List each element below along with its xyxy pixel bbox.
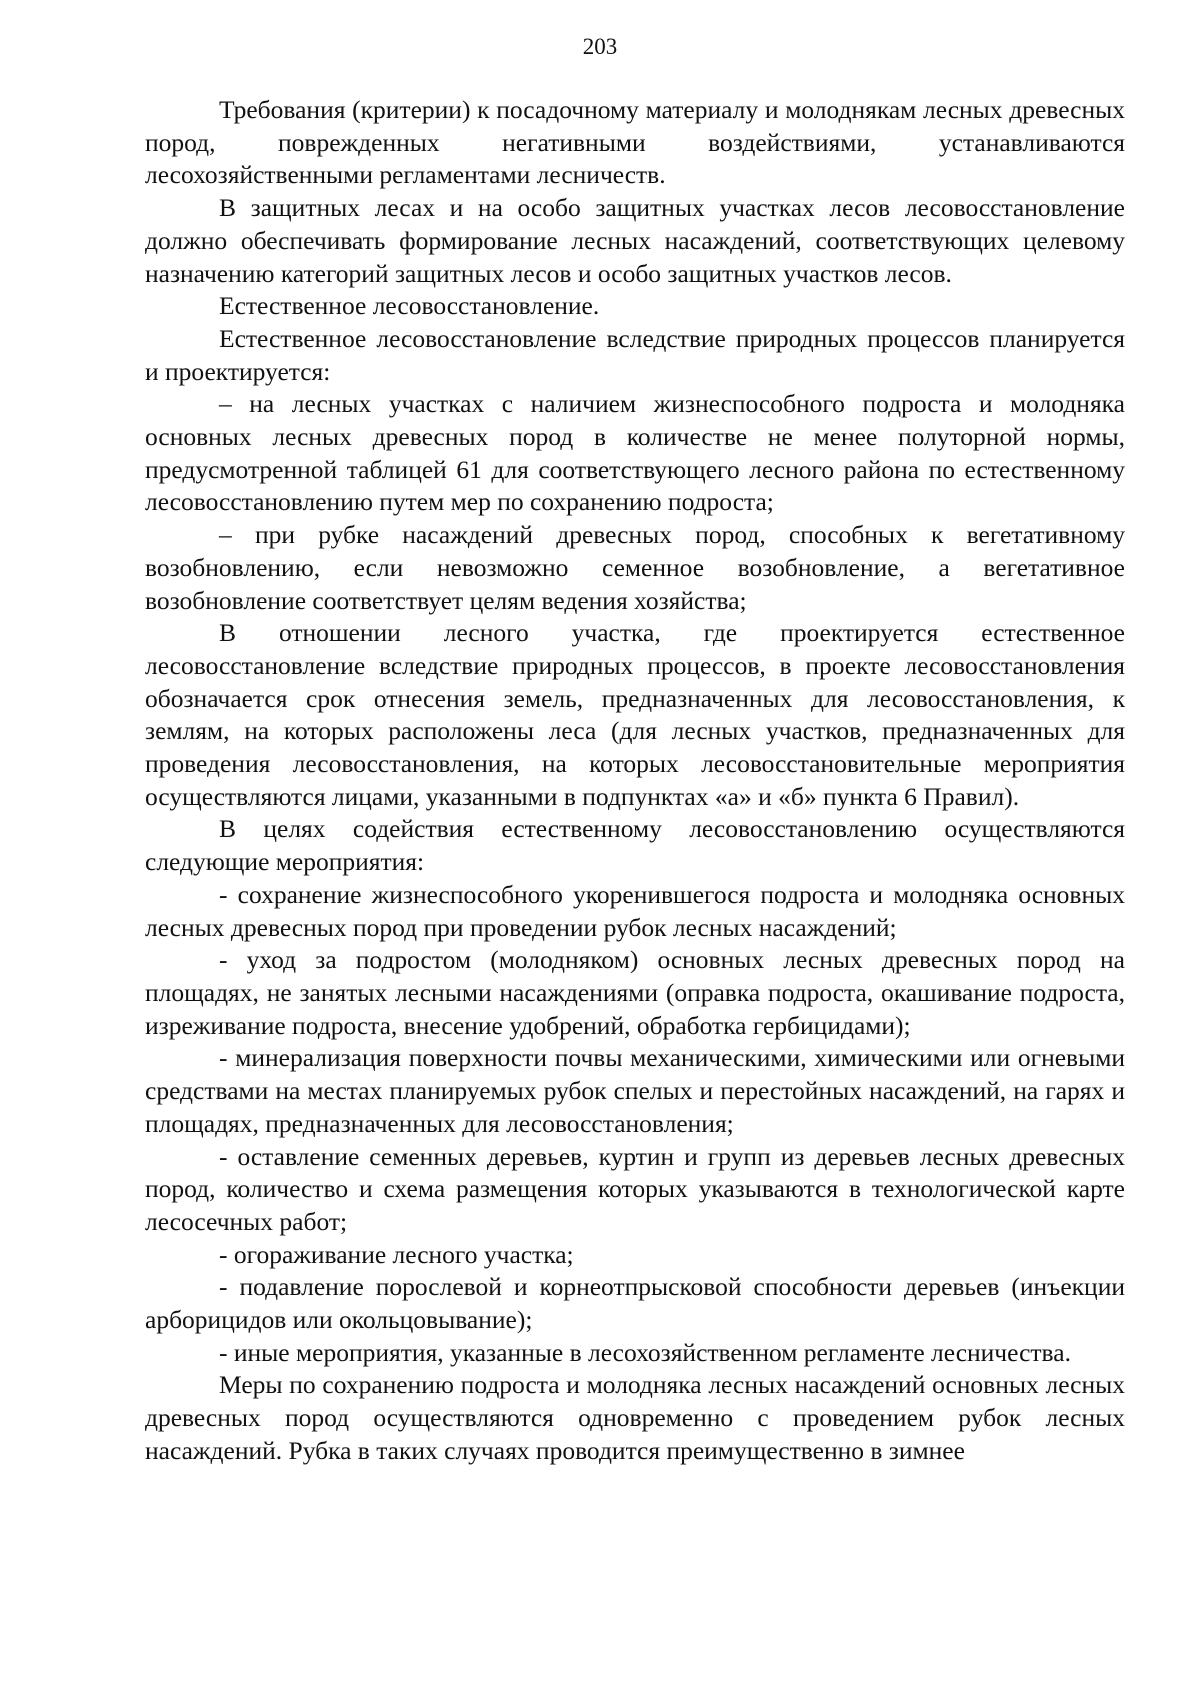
list-item: - огораживание лесного участка; bbox=[219, 1239, 574, 1269]
paragraph: В защитных лесах и на особо защитных участках лесов лесовосстановление должно обеспечивать формирование лесных насаждений, соответствующих целевому назначению категорий защитных лесов и особо защитных участков лесов. bbox=[145, 193, 1125, 288]
paragraph: В отношении лесного участка, где проектируется естественное лесовосстановление вследствие природных процессов, в проекте лесовосстановления обозначается срок отнесения земель, предназначенных для лесовосстановления, к землям, на которых расположены леса (для лесных участков, предназначенных для проведения лесовосстановления, на которых лесовосстановительные мероприятия осуществляются лицами, указанными в подпунктах «а» и «б» пункта 6 Правил). bbox=[145, 618, 1125, 811]
list-item: - иные мероприятия, указанные в лесохозяйственном регламенте лесничества. bbox=[219, 1337, 1071, 1367]
paragraph: Естественное лесовосстановление. bbox=[219, 291, 600, 321]
page-number: 203 bbox=[582, 34, 618, 59]
document-body bbox=[145, 94, 1125, 1468]
list-item: - подавление порослевой и корнеотпрысковой способности деревьев (инъекции арборицидов или окольцовывание); bbox=[145, 1272, 1125, 1335]
paragraph: Меры по сохранению подроста и молодняка лесных насаждений основных лесных древесных пород осуществляются одновременно с проведением рубок лесных насаждений. Рубка в таких случаях проводится преимущественно в зимнее bbox=[145, 1370, 1125, 1465]
paragraph: В целях содействия естественному лесовосстановлению осуществляются следующие мероприятия: bbox=[145, 814, 1125, 877]
list-item: – при рубке насаждений древесных пород, способных к вегетативному возобновлению, если невозможно семенное возобновление, а вегетативное возобновление соответствует целям ведения хозяйства; bbox=[145, 520, 1125, 615]
list-item: - минерализация поверхности почвы механическими, химическими или огневыми средствами на местах планируемых рубок спелых и перестойных насаждений, на гарях и площадях, предназначенных для лесовосстановления; bbox=[145, 1043, 1125, 1138]
list-item: - оставление семенных деревьев, куртин и групп из деревьев лесных древесных пород, количество и схема размещения которых указываются в технологической карте лесосечных работ; bbox=[145, 1141, 1125, 1236]
list-item: - уход за подростом (молодняком) основных лесных древесных пород на площадях, не занятых лесными насаждениями (оправка подроста, окашивание подроста, изреживание подроста, внесение удобрений, обработка гербицидами); bbox=[145, 945, 1125, 1040]
paragraph: Естественное лесовосстановление вследствие природных процессов планируется и проектируется: bbox=[145, 323, 1125, 386]
paragraph: Требования (критерии) к посадочному материалу и молоднякам лесных древесных пород, поврежденных негативными воздействиями, устанавливаются лесохозяйственными регламентами лесничеств. bbox=[145, 95, 1125, 190]
list-item: – на лесных участках с наличием жизнеспособного подроста и молодняка основных лесных древесных пород в количестве не менее полуторной нормы, предусмотренной таблицей 61 для соответствующего лесного района по естественному лесовосстановлению путем мер по сохранению подроста; bbox=[145, 389, 1125, 517]
list-item: - сохранение жизнеспособного укоренившегося подроста и молодняка основных лесных древесных пород при проведении рубок лесных насаждений; bbox=[145, 879, 1125, 942]
